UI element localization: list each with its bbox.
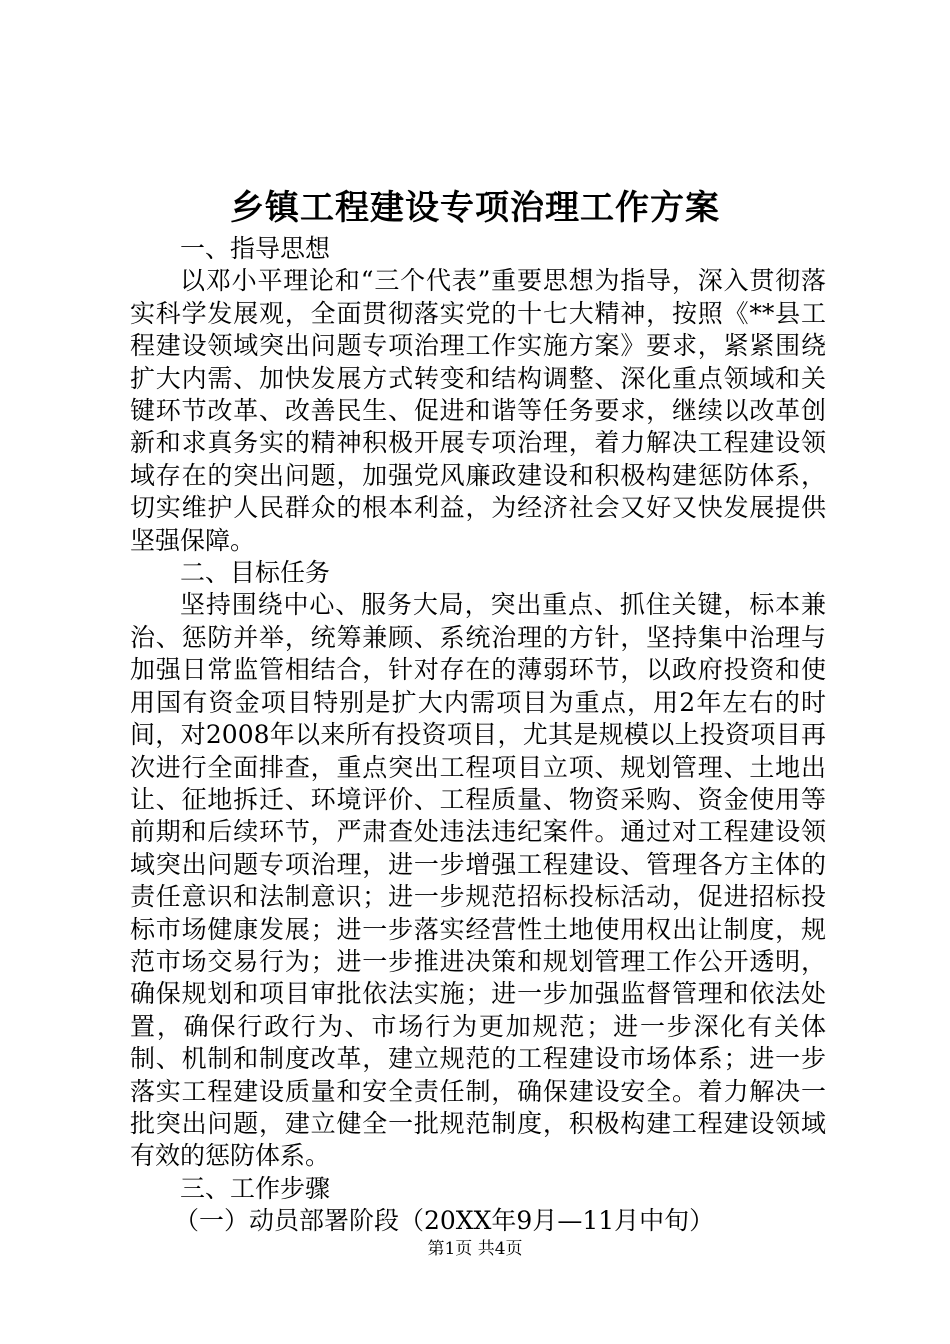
- page-footer: 第1页 共4页: [427, 1239, 523, 1259]
- section-heading-goals-tasks: 二、目标任务: [180, 558, 331, 588]
- paragraph-guiding-ideology: 以邓小平理论和“三个代表”重要思想为指导，深入贯彻落实科学发展观，全面贯彻落实党的十七大精神，按照《**县工程建设领域突出问题专项治理工作实施方案》要求，紧紧围绕扩大内需、加快发展方式转变和结构调整、深化重点领域和关键环节改革、改善民生、促进和谐等任务要求，继续以改革创新和求真务实的精神积极开展专项治理，着力解决工程建设领域存在的突出问题，加强党风廉政建设和积极构建惩防体系，切实维护人民群众的根本利益，为经济社会又好又快发展提供坚强保障。: [130, 266, 826, 555]
- paragraph-goals-tasks: 坚持围绕中心、服务大局，突出重点、抓住关键，标本兼治、惩防并举，统筹兼顾、系统治理的方针，坚持集中治理与加强日常监管相结合，针对存在的薄弱环节，以政府投资和使用国有资金项目特别是扩大内需项目为重点，用2年左右的时间，对2008年以来所有投资项目，尤其是规模以上投资项目再次进行全面排查，重点突出工程项目立项、规划管理、土地出让、征地拆迁、环境评价、工程质量、物资采购、资金使用等前期和后续环节，严肃查处违法违纪案件。通过对工程建设领域突出问题专项治理，进一步增强工程建设、管理各方主体的责任意识和法制意识；进一步规范招标投标活动，促进招标投标市场健康发展；进一步落实经营性土地使用权出让制度，规范市场交易行为；进一步推进决策和规划管理工作公开透明，确保规划和项目审批依法实施；进一步加强监督管理和依法处置，确保行政行为、市场行为更加规范；进一步深化有关体制、机制和制度改革，建立规范的工程建设市场体系；进一步落实工程建设质量和安全责任制，确保建设安全。着力解决一批突出问题，建立健全一批规范制度，积极构建工程建设领域有效的惩防体系。: [130, 590, 826, 1171]
- document-title: 乡镇工程建设专项治理工作方案: [230, 188, 720, 228]
- section-heading-guiding-ideology: 一、指导思想: [180, 234, 331, 263]
- subheading-mobilization-stage: （一）动员部署阶段（20XX年9月—11月中旬）: [174, 1206, 715, 1236]
- document-body: [130, 233, 826, 1238]
- section-heading-work-steps: 三、工作步骤: [180, 1173, 331, 1203]
